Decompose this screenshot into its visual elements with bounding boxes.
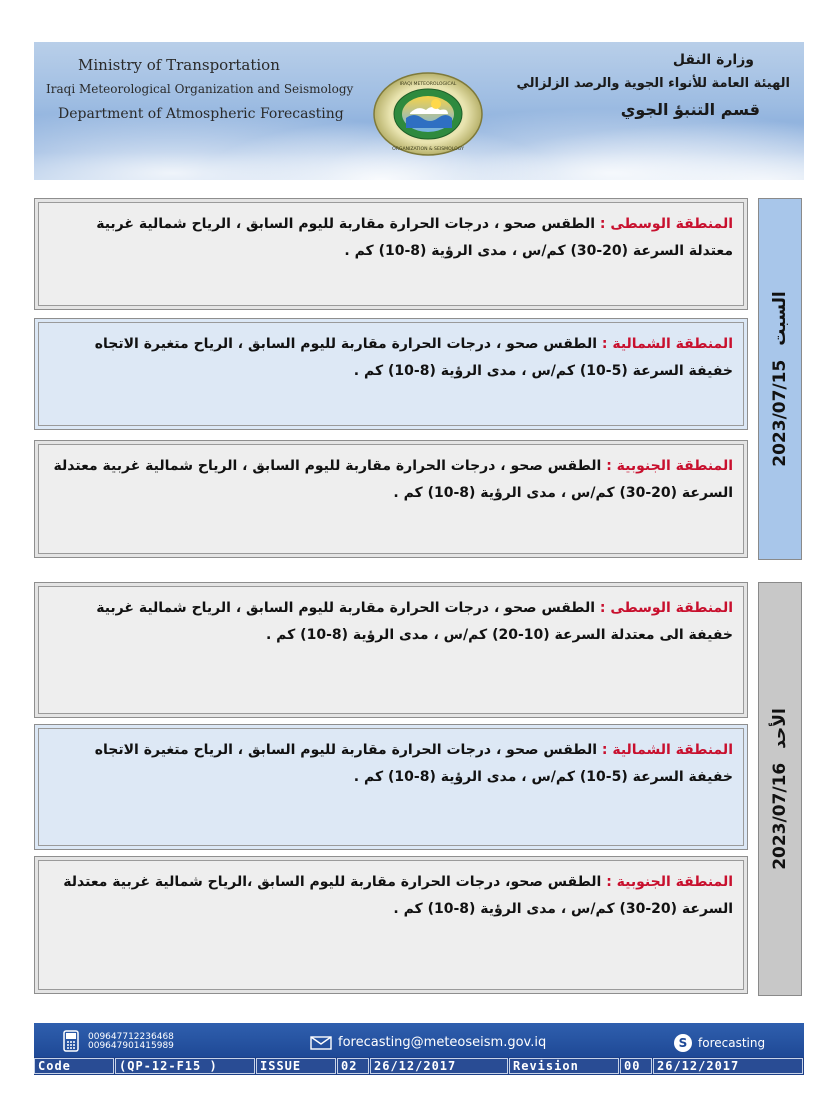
en-organization-title: Iraqi Meteorological Organization and Seismology bbox=[46, 82, 354, 96]
day2-date: 2023/07/16 bbox=[770, 762, 791, 870]
region-name: المنطقة الشمالية : bbox=[601, 742, 733, 758]
day1-date: 2023/07/15 bbox=[770, 359, 790, 467]
region-name: المنطقة الجنوبية : bbox=[606, 458, 733, 474]
ar-organization-title: الهيئة العامة للأنواء الجوية والرصد الزلزالي bbox=[516, 76, 790, 91]
region-forecast: الطقس صحو، درجات الحرارة مقاربة لليوم السابق ،الرياح شمالية غربية معتدلة السرعة (20-30) كم/س ، مدى الرؤية (8-10) كم . bbox=[63, 874, 733, 917]
footer-contact-bar bbox=[34, 1023, 804, 1057]
region-forecast: الطقس صحو ، درجات الحرارة مقاربة لليوم السابق ، الرياح متغيرة الاتجاه خفيفة السرعة (5-10) كم/س ، مدى الرؤية (8-10) كم . bbox=[94, 336, 733, 379]
phone-icon bbox=[62, 1030, 80, 1052]
code-label: Code bbox=[34, 1058, 114, 1074]
day2-date-band bbox=[758, 582, 802, 996]
en-department-title: Department of Atmospheric Forecasting bbox=[58, 106, 344, 122]
ar-department-title: قسم التنبؤ الجوي bbox=[620, 100, 760, 119]
en-ministry-title: Ministry of Transportation bbox=[78, 56, 280, 74]
day1-name: السبت bbox=[770, 291, 790, 346]
region-forecast: الطقس صحو ، درجات الحرارة مقاربة لليوم السابق ، الرياح متغيرة الاتجاه خفيفة السرعة (5-10) كم/س ، مدى الرؤية (8-10) كم . bbox=[94, 742, 733, 785]
code-value: (QP-12-F15 ) bbox=[115, 1058, 255, 1074]
organization-logo bbox=[370, 72, 486, 156]
region-name: المنطقة الوسطى : bbox=[599, 600, 733, 616]
skype-icon: S bbox=[674, 1034, 692, 1052]
day1-south-region bbox=[34, 440, 748, 558]
region-name: المنطقة الوسطى : bbox=[599, 216, 733, 232]
issue-value: 02 bbox=[337, 1058, 369, 1074]
region-forecast: الطقس صحو ، درجات الحرارة مقاربة لليوم السابق ، الرياح شمالية غربية خفيفة الى معتدلة السرعة (10-20) كم/س ، مدى الرؤية (8-10) كم . bbox=[96, 600, 733, 643]
issue-date: 26/12/2017 bbox=[370, 1058, 508, 1074]
day1-date-band bbox=[758, 198, 802, 560]
day2-name: الأحد bbox=[770, 708, 791, 749]
header-banner bbox=[34, 42, 804, 180]
region-forecast: الطقس صحو ، درجات الحرارة مقاربة لليوم السابق ، الرياح شمالية غربية معتدلة السرعة (20-30) كم/س ، مدى الرؤية (8-10) كم . bbox=[96, 216, 733, 259]
region-forecast: الطقس صحو ، درجات الحرارة مقاربة لليوم السابق ، الرياح شمالية غربية معتدلة السرعة (20-30) كم/س ، مدى الرؤية (8-10) كم . bbox=[53, 458, 733, 501]
day1-central-region bbox=[34, 198, 748, 310]
region-name: المنطقة الجنوبية : bbox=[606, 874, 733, 890]
logo-lettering: IRAQI METEOROLOGICAL bbox=[399, 82, 457, 87]
ar-ministry-title: وزارة النقل bbox=[672, 52, 754, 68]
contact-email[interactable]: forecasting@meteoseism.gov.iq bbox=[338, 1035, 547, 1050]
revision-label: Revision bbox=[509, 1058, 619, 1074]
issue-label: ISSUE bbox=[256, 1058, 336, 1074]
mail-icon bbox=[310, 1036, 332, 1050]
phone-number-2: 009647901415989 bbox=[88, 1041, 174, 1051]
revision-date: 26/12/2017 bbox=[653, 1058, 803, 1074]
day2-central-region bbox=[34, 582, 748, 718]
footer-document-control bbox=[34, 1057, 804, 1075]
day2-south-region bbox=[34, 856, 748, 994]
day2-north-region bbox=[34, 724, 748, 850]
svg-text:ORGANIZATION & SEISMOLOGY: ORGANIZATION & SEISMOLOGY bbox=[392, 147, 464, 152]
region-name: المنطقة الشمالية : bbox=[601, 336, 733, 352]
revision-value: 00 bbox=[620, 1058, 652, 1074]
phone-number-1: 009647712236468 bbox=[88, 1032, 174, 1042]
skype-handle: forecasting bbox=[698, 1036, 766, 1050]
day1-north-region bbox=[34, 318, 748, 430]
